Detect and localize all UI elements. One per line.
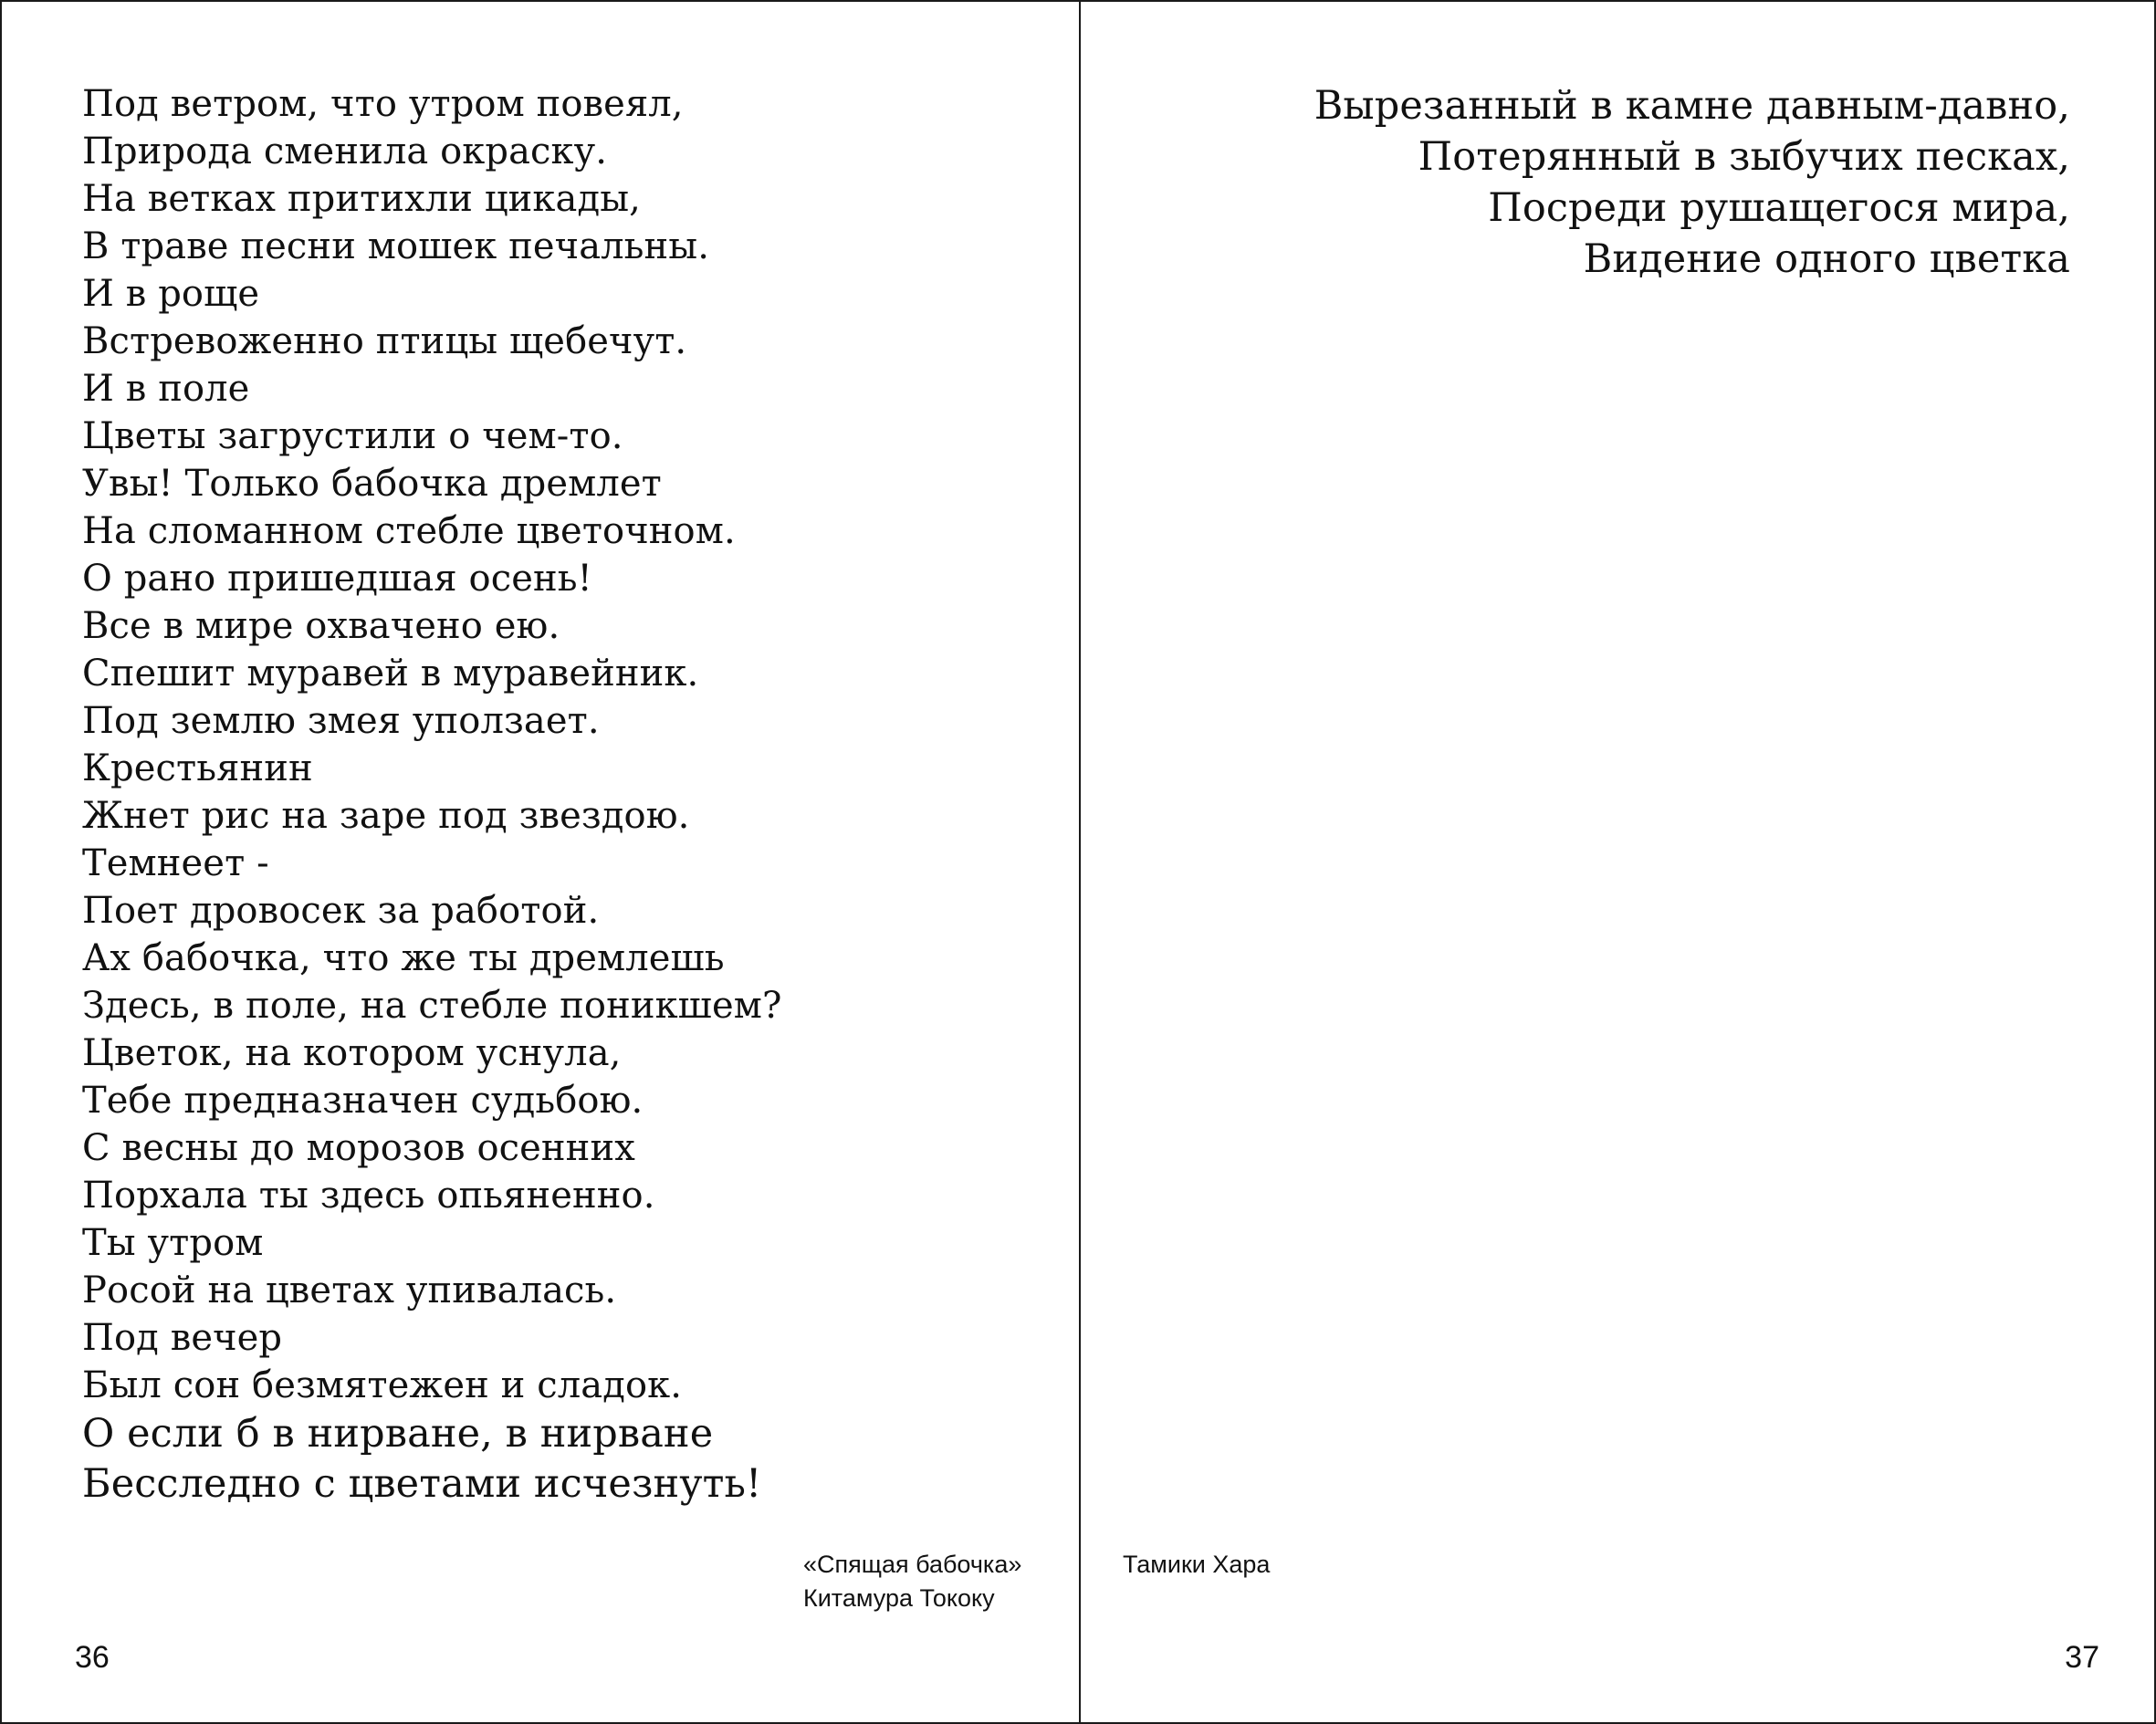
poem-line: С весны до морозов осенних: [82, 1127, 635, 1169]
poem-line: Был сон безмятежен и сладок.: [82, 1364, 683, 1406]
poem-line: Цветы загрустили о чем-то.: [82, 415, 623, 457]
poem-line: Вырезанный в камне давным-давно,: [1313, 83, 2070, 129]
poem-author: Китамура Тококу: [803, 1584, 995, 1612]
poem-line: Жнет рис на заре под звездою.: [82, 795, 690, 837]
poem-line: На сломанном стебле цветочном.: [82, 510, 736, 552]
poem-line: Росой на цветах упивалась.: [82, 1269, 617, 1311]
poem-line: Поет дровосек за работой.: [82, 890, 600, 932]
poem-vision-of-a-flower: [1314, 80, 2070, 285]
poem-attribution: [803, 1548, 1021, 1615]
poem-line: Крестьянин: [82, 747, 313, 789]
poem-line: Природа сменила окраску.: [82, 131, 608, 172]
poem-title: «Спящая бабочка»: [803, 1551, 1022, 1578]
poem-line: Видение одного цветка: [1583, 236, 2070, 282]
poem-line: Под землю змея уползает.: [82, 700, 600, 742]
poem-line: Цветок, на котором уснула,: [82, 1032, 622, 1074]
poem-attribution: [1123, 1548, 1270, 1582]
poem-line: Под вечер: [82, 1317, 283, 1359]
poem-line: На ветках притихли цикады,: [82, 178, 641, 220]
poem-author: Тамики Хара: [1123, 1551, 1271, 1578]
poem-sleeping-butterfly: [82, 80, 782, 1510]
poem-line: Посреди рушащегося мира,: [1488, 185, 2070, 231]
poem-line: Спешит муравей в муравейник.: [82, 653, 699, 695]
poem-line: Здесь, в поле, на стебле поникшем?: [82, 985, 782, 1027]
poem-line: И в поле: [82, 368, 250, 410]
poem-line: О рано пришедшая осень!: [82, 558, 592, 600]
poem-line: И в роще: [82, 273, 260, 315]
page-number-right: 37: [2065, 1640, 2099, 1675]
poem-line: О если б в нирване, в нирване: [82, 1411, 714, 1457]
poem-line: В траве песни мошек печальны.: [82, 225, 710, 267]
poem-line: Потерянный в зыбучих песках,: [1418, 134, 2070, 180]
poem-line: Порхала ты здесь опьяненно.: [82, 1175, 655, 1217]
poem-line: Встревоженно птицы щебечут.: [82, 320, 687, 362]
left-page: [2, 2, 1079, 1722]
poem-line: Ах бабочка, что же ты дремлешь: [82, 937, 725, 979]
poem-line: Темнеет -: [82, 842, 269, 884]
poem-line: Ты утром: [82, 1222, 264, 1264]
poem-line: Бесследно с цветами исчезнуть!: [82, 1461, 762, 1507]
page-number-left: 36: [75, 1640, 110, 1675]
right-page: [1081, 2, 2154, 1722]
poem-line: Увы! Только бабочка дремлет: [82, 463, 662, 505]
poem-line: Под ветром, что утром повеял,: [82, 83, 684, 125]
poem-line: Все в мире охвачено ею.: [82, 605, 560, 647]
poem-line: Тебе предназначен судьбою.: [82, 1080, 644, 1122]
